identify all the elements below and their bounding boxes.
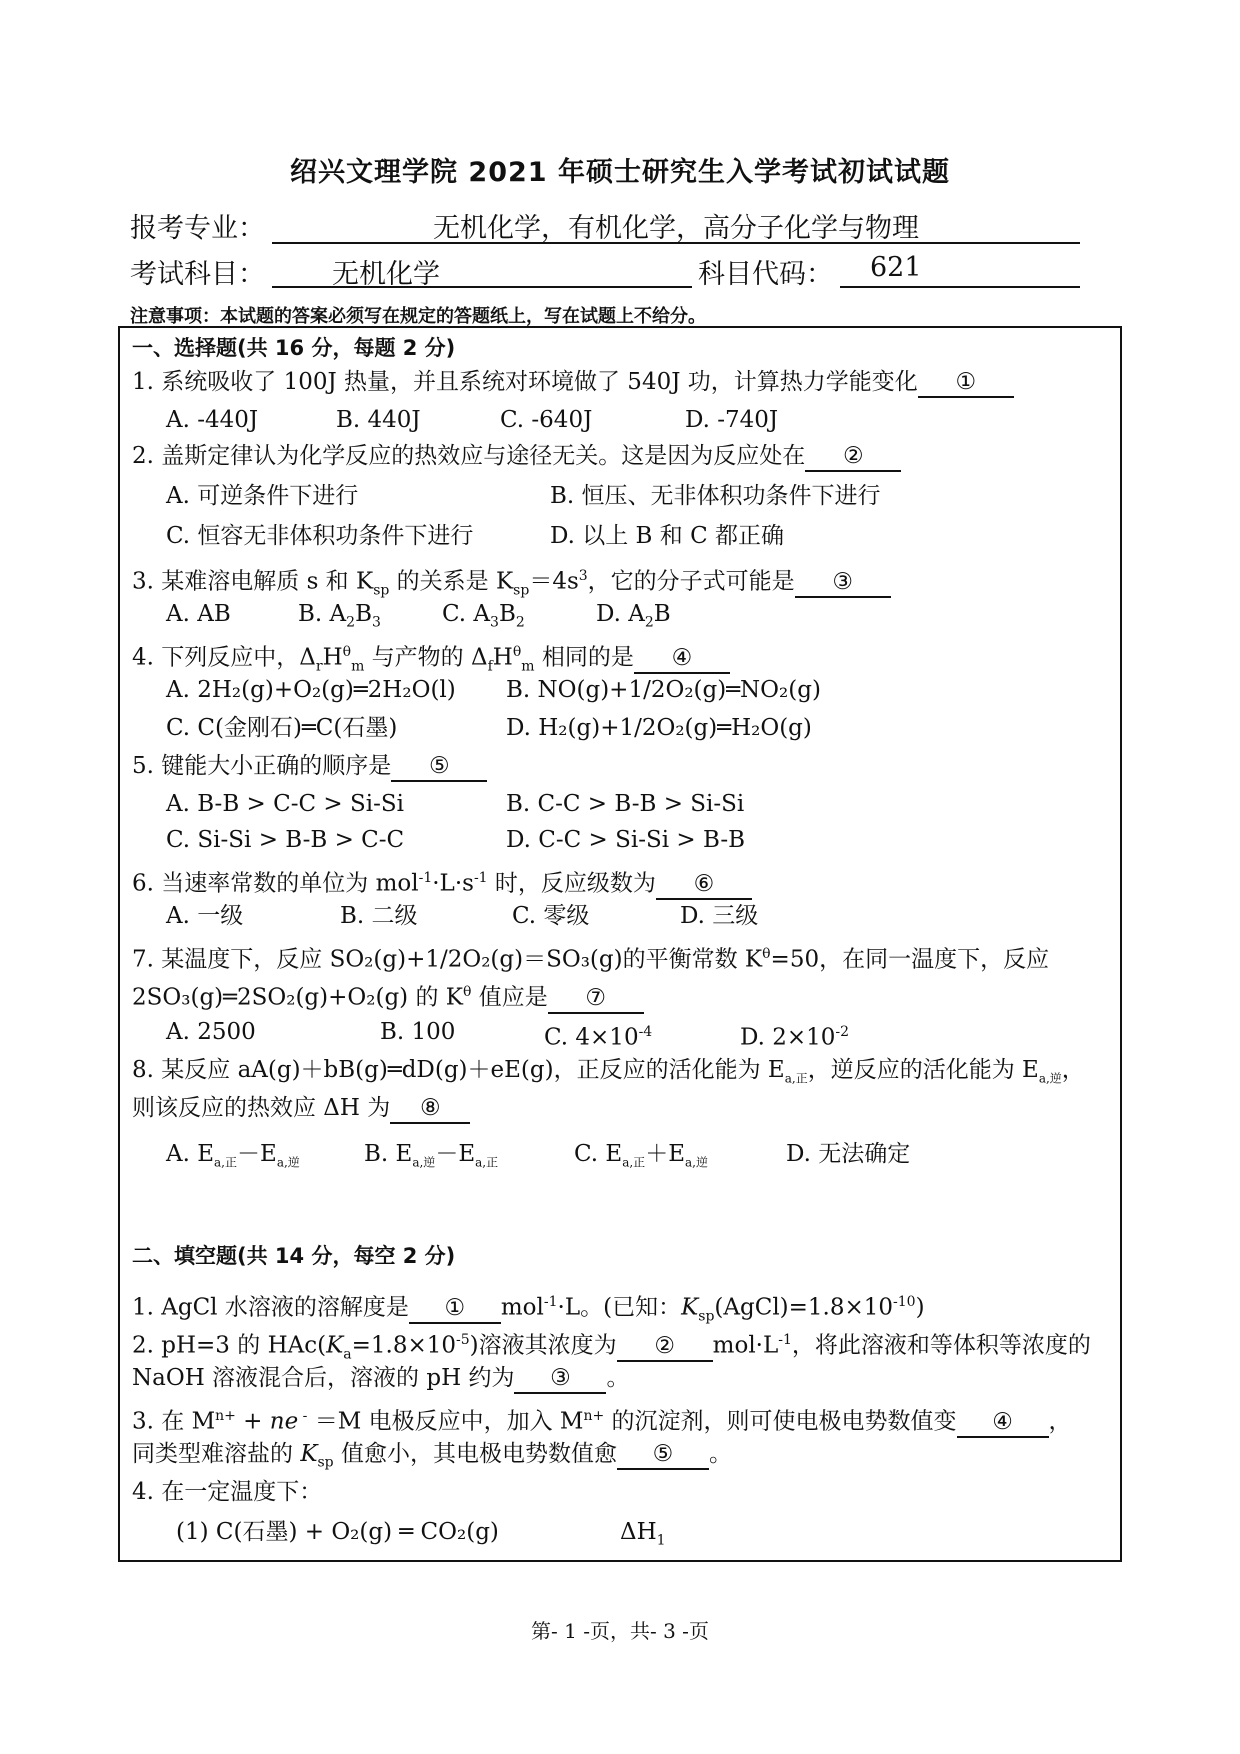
q3-b-1: B. A (298, 601, 347, 627)
q7-line1 (132, 938, 1049, 976)
q2-option-c: C. 恒容无非体积功条件下进行 (166, 523, 474, 549)
fq3-sup-3: n+ (583, 1408, 605, 1424)
q3-d-2: 2 (644, 614, 654, 631)
q6-text-2: ·L·s (432, 870, 474, 897)
q7-text-4: 值应是 (471, 984, 548, 1011)
q8-b-1: B. E (364, 1141, 413, 1167)
fq1-K: K (681, 1294, 699, 1321)
q8-b-2: a,逆 (412, 1155, 436, 1170)
q3-sub-1: sp (373, 582, 390, 599)
q3-sup: 3 (578, 568, 588, 584)
q7-d-2: -2 (835, 1024, 850, 1040)
q3-c-4: 2 (515, 614, 525, 631)
q3-d-1: D. A (596, 601, 645, 627)
q8-b-3: －E (435, 1141, 476, 1167)
subject-label: 考试科目： (130, 259, 265, 290)
q8-option-c (574, 1138, 708, 1179)
fq3-text-1: 3. 在 M (132, 1408, 216, 1435)
fq4-dH: ΔH (620, 1519, 657, 1545)
q3-option-b (298, 598, 381, 639)
q7-c-2: -4 (638, 1024, 653, 1040)
fq1-text-5: ) (915, 1294, 925, 1321)
q4-sub-r: r (315, 658, 323, 675)
q3-d-3: B (653, 601, 671, 627)
fq2-text-5: NaOH 溶液混合后，溶液的 pH 约为 (132, 1365, 515, 1391)
major-value: 无机化学，有机化学，高分子化学与物理 (272, 206, 1080, 244)
q3-option-c (442, 598, 525, 639)
q2-option-b: B. 恒压、无非体积功条件下进行 (550, 483, 881, 509)
q6-sup-2: -1 (473, 870, 488, 886)
fq2-text-6: 。 (606, 1365, 630, 1391)
q8-sub-zheng: a,正 (784, 1071, 808, 1086)
q3-c-1: C. A (442, 601, 491, 627)
q4-theta-2: θ (512, 644, 522, 660)
subject-value: 无机化学 (272, 252, 692, 288)
q7-option-b: B. 100 (380, 1019, 456, 1045)
q4-text-1: 4. 下列反应中，Δ (132, 644, 316, 671)
q8-option-a (166, 1138, 300, 1179)
exam-title: 绍兴文理学院 2021 年硕士研究生入学考试初试试题 (290, 157, 950, 188)
q8-text-2: ，逆反应的活化能为 E (807, 1057, 1039, 1083)
q6-stem (132, 862, 752, 900)
q8-sub-ni: a,逆 (1038, 1071, 1062, 1086)
q1-option-a: A. -440J (166, 407, 259, 433)
q8-blank: ⑧ (390, 1094, 470, 1124)
q7-d-1: D. 2×10 (740, 1024, 836, 1051)
q2-option-a: A. 可逆条件下进行 (166, 483, 359, 509)
q7-option-c (544, 1016, 652, 1054)
fq2-a: a (343, 1346, 352, 1363)
page-footer: 第- 1 -页，共- 3 -页 (531, 1619, 709, 1643)
q6-blank: ⑥ (656, 870, 752, 900)
q2-text: 2. 盖斯定律认为化学反应的热效应与途径无关。这是因为反应处在 (132, 443, 806, 469)
q6-option-b: B. 二级 (340, 903, 418, 929)
q7-c-1: C. 4×10 (544, 1024, 639, 1051)
fq2-text-4: ，将此溶液和等体积等浓度的 (791, 1332, 1091, 1359)
fq3-text-3: ＝M 电极反应中，加入 M (307, 1408, 584, 1435)
q3-option-d (596, 598, 671, 639)
q4-sub-m-2: m (521, 658, 535, 675)
fill-q4-eq1: (1) C(石墨) + O₂(g) ═ CO₂(g) (176, 1519, 499, 1545)
q8-option-b (364, 1138, 498, 1179)
fq2-sup-2: -1 (778, 1332, 792, 1348)
fq3-K: K (300, 1441, 318, 1467)
q8-option-d: D. 无法确定 (786, 1141, 911, 1167)
q5-text: 5. 键能大小正确的顺序是 (132, 753, 392, 779)
q3-b-4: 3 (371, 614, 381, 631)
q7-theta-2: θ (462, 984, 472, 1000)
q8-a-4: a,逆 (276, 1155, 300, 1170)
fill-q4-stem: 4. 在一定温度下： (132, 1479, 323, 1505)
code-label: 科目代码： (698, 259, 833, 290)
q2-option-d: D. 以上 B 和 C 都正确 (550, 523, 784, 549)
q1-option-b: B. 440J (336, 407, 421, 433)
q4-sub-m-1: m (351, 658, 365, 675)
q5-stem (132, 750, 487, 782)
fq3-text-7: 值愈小，其电极电势数值愈 (333, 1441, 617, 1467)
fq1-text-2: mol (500, 1294, 544, 1321)
q3-c-2: 3 (490, 614, 499, 631)
q3-blank: ③ (795, 568, 891, 598)
q8-a-2: a,正 (214, 1155, 238, 1170)
fq2-text-2: =1.8×10 (351, 1332, 457, 1359)
q3-text-2: 的关系是 K (389, 568, 514, 595)
q8-text-4: 则该反应的热效应 ΔH 为 (132, 1095, 391, 1121)
q4-option-d: D. H₂(g)+1/2O₂(g)═H₂O(g) (506, 715, 812, 741)
q7-text-3: 2SO₃(g)═2SO₂(g)+O₂(g) 的 K (132, 984, 463, 1011)
q7-theta-1: θ (762, 946, 771, 962)
q3-text-4: ，它的分子式可能是 (587, 568, 795, 595)
fq3-n: n (269, 1408, 285, 1435)
q8-c-2: a,正 (622, 1155, 646, 1170)
fq2-blank-2: ③ (514, 1364, 606, 1394)
fill-q3-line1 (132, 1400, 1072, 1438)
q1-text: 1. 系统吸收了 100J 热量，并且系统对环境做了 540J 功，计算热力学能变化 (132, 369, 918, 395)
q4-text-3: 相同的是 (534, 644, 634, 671)
q2-blank: ② (805, 442, 901, 472)
fq3-blank-2: ⑤ (617, 1440, 709, 1470)
q3-sub-2: sp (513, 582, 530, 599)
fq3-sp: sp (317, 1454, 334, 1471)
fill-q3-line2 (132, 1438, 732, 1479)
fq3-text-6: 同类型难溶盐的 (132, 1441, 301, 1467)
q4-option-c: C. C(金刚石)═C(石墨) (166, 715, 398, 741)
q6-text-3: 时，反应级数为 (487, 870, 656, 897)
q8-text-3: ， (1061, 1057, 1085, 1083)
fill-q4-dh1 (620, 1516, 666, 1557)
fq1-text-4: (AgCl)=1.8×10 (714, 1294, 894, 1321)
fq2-blank-1: ② (617, 1332, 713, 1362)
q8-line2 (132, 1092, 470, 1124)
q7-text-2: =50，在同一温度下，反应 (770, 946, 1050, 973)
q6-option-c: C. 零级 (512, 903, 590, 929)
q1-option-c: C. -640J (500, 407, 593, 433)
q8-c-3: ＋E (645, 1141, 685, 1167)
q5-option-a: A. B-B > C-C > Si-Si (166, 791, 404, 817)
q8-text-1: 8. 某反应 aA(g)＋bB(g)═dD(g)＋eE(g)，正反应的活化能为 E (132, 1057, 785, 1083)
q6-option-a: A. 一级 (166, 903, 244, 929)
q3-b-3: B (355, 601, 372, 627)
fq3-blank-1: ④ (957, 1408, 1049, 1438)
q5-option-d: D. C-C > Si-Si > B-B (506, 827, 745, 853)
q7-text-1: 7. 某温度下，反应 SO₂(g)+1/2O₂(g)＝SO₃(g)的平衡常数 K (132, 946, 763, 973)
q5-blank: ⑤ (391, 752, 487, 782)
fq1-text-1: 1. AgCl 水溶液的溶解度是 (132, 1294, 409, 1321)
notice: 注意事项：本试题的答案必须写在规定的答题纸上，写在试题上不给分。 (130, 306, 706, 327)
q3-text-3: ＝4s (529, 568, 579, 595)
fq3-e: e (284, 1408, 299, 1435)
fq2-K: K (326, 1332, 344, 1359)
q4-option-a: A. 2H₂(g)+O₂(g)═2H₂O(l) (166, 677, 456, 703)
q5-option-c: C. Si-Si > B-B > C-C (166, 827, 405, 853)
fq2-unit: mol·L (712, 1332, 779, 1359)
fq3-text-5: ， (1048, 1408, 1072, 1435)
q1-option-d: D. -740J (685, 407, 779, 433)
q7-blank: ⑦ (548, 984, 644, 1014)
fq3-sup-1: n+ (215, 1408, 236, 1424)
q8-a-3: －E (237, 1141, 277, 1167)
fq1-sp: sp (698, 1308, 715, 1325)
fq4-dH-sub: 1 (656, 1532, 666, 1549)
q7-option-d (740, 1016, 849, 1054)
q3-b-2: 2 (346, 614, 356, 631)
q3-option-a: A. AB (166, 601, 231, 627)
fq1-sup-2: -10 (893, 1294, 916, 1310)
q5-option-b: B. C-C > B-B > Si-Si (506, 791, 745, 817)
fq3-text-4: 的沉淀剂，则可使电极电势数值变 (604, 1408, 957, 1435)
q7-line2 (132, 976, 644, 1014)
q4-H-1: H (322, 644, 343, 671)
q3-text-1: 3. 某难溶电解质 s 和 K (132, 568, 374, 595)
fq3-text-2: + (235, 1408, 270, 1435)
q8-a-1: A. E (166, 1141, 215, 1167)
fq3-text-8: 。 (708, 1441, 732, 1467)
fq1-text-3: ·L。(已知： (557, 1294, 682, 1321)
fq2-text-3: )溶液其浓度为 (469, 1332, 617, 1359)
q3-c-3: B (498, 601, 516, 627)
q1-blank: ① (918, 368, 1014, 398)
q8-b-4: a,正 (475, 1155, 499, 1170)
fq1-sup-1: -1 (543, 1294, 558, 1310)
q4-H-2: H (492, 644, 513, 671)
fill-q2-line2 (132, 1362, 629, 1394)
q1-stem (132, 366, 1014, 398)
q8-c-4: a,逆 (684, 1155, 708, 1170)
q4-sub-f: f (487, 658, 493, 675)
section2-heading: 二、填空题(共 14 分，每空 2 分) (132, 1244, 456, 1268)
q4-option-b: B. NO(g)+1/2O₂(g)═NO₂(g) (506, 677, 821, 703)
fq2-text-1: 2. pH=3 的 HAc( (132, 1332, 327, 1359)
q8-line1 (132, 1054, 1085, 1095)
q6-sup-1: -1 (418, 870, 433, 886)
code-value: 621 (840, 252, 1080, 288)
q2-stem (132, 440, 901, 472)
question-box (118, 326, 1122, 1562)
major-label: 报考专业： (130, 213, 265, 244)
q6-text-1: 6. 当速率常数的单位为 mol (132, 870, 419, 897)
q6-option-d: D. 三级 (680, 903, 759, 929)
q4-blank: ④ (634, 644, 730, 674)
fq2-sup-1: -5 (456, 1332, 470, 1348)
q4-theta-1: θ (342, 644, 352, 660)
section1-heading: 一、选择题(共 16 分，每题 2 分) (132, 336, 456, 360)
q4-text-2: 与产物的 Δ (364, 644, 488, 671)
q8-c-1: C. E (574, 1141, 623, 1167)
fq1-blank: ① (409, 1294, 501, 1324)
fq3-sup-2: - (298, 1408, 308, 1424)
q7-option-a: A. 2500 (166, 1019, 256, 1045)
